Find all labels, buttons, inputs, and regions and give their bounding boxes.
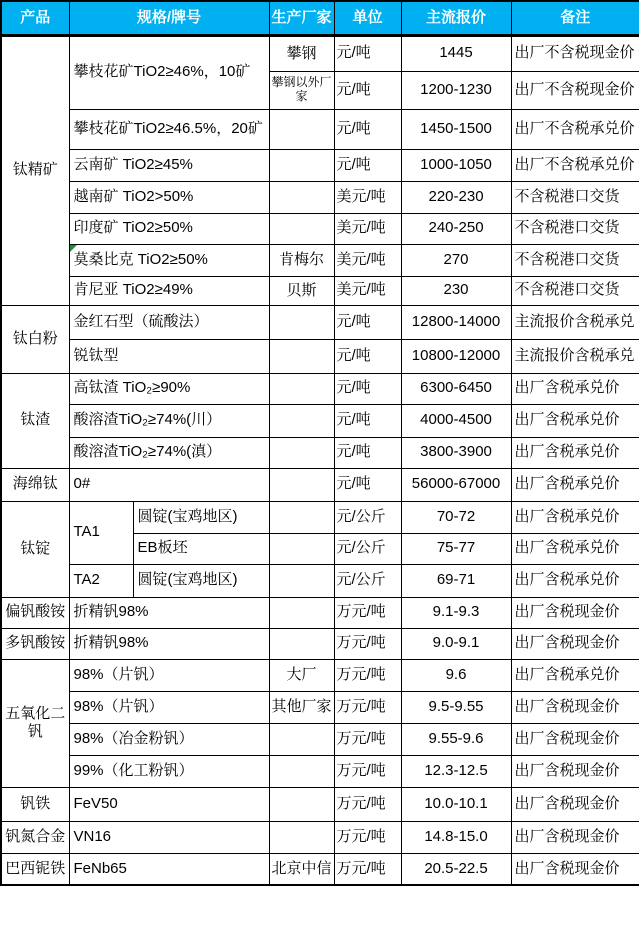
cell-unit: 万元/吨 [334,787,401,821]
cell-product: 钛渣 [1,373,69,468]
cell-price: 3800-3900 [401,437,511,468]
cell-product: 偏钒酸铵 [1,597,69,628]
cell-note: 出厂不含税承兑价 [511,109,639,149]
cell-maker: 肯梅尔 [269,244,334,276]
table-row [1,564,639,597]
cell-maker [269,181,334,213]
table-header-row [1,1,639,35]
column-header-unit: 单位 [334,1,401,35]
cell-spec: VN16 [69,821,269,853]
table-row [1,305,639,339]
cell-spec: 金红石型（硫酸法） [69,305,269,339]
table-row [1,244,639,276]
cell-price: 230 [401,276,511,305]
cell-note: 出厂含税现金价 [511,597,639,628]
cell-price: 240-250 [401,213,511,244]
cell-unit: 元/吨 [334,305,401,339]
cell-unit: 万元/吨 [334,691,401,723]
cell-spec: 肯尼亚 TiO2≥49% [69,276,269,305]
cell-unit: 万元/吨 [334,723,401,755]
cell-price: 1445 [401,35,511,71]
cell-price: 4000-4500 [401,404,511,437]
cell-note: 出厂含税承兑价 [511,404,639,437]
cell-note: 出厂含税承兑价 [511,533,639,564]
cell-unit: 元/吨 [334,35,401,71]
cell-spec: 高钛渣 TiO₂≥90% [69,373,269,404]
cell-price: 270 [401,244,511,276]
cell-price: 9.1-9.3 [401,597,511,628]
cell-note: 出厂含税现金价 [511,787,639,821]
cell-product: 钛锭 [1,501,69,597]
cell-unit: 元/吨 [334,373,401,404]
table-row [1,853,639,885]
cell-spec: 印度矿 TiO2≥50% [69,213,269,244]
cell-price: 56000-67000 [401,468,511,501]
cell-price: 6300-6450 [401,373,511,404]
cell-maker: 贝斯 [269,276,334,305]
cell-spec: 攀枝花矿TiO2≥46.5%，20矿 [69,109,269,149]
cell-spec: 98%（冶金粉钒） [69,723,269,755]
cell-unit: 美元/吨 [334,276,401,305]
cell-maker [269,787,334,821]
table-row [1,149,639,181]
cell-spec: 云南矿 TiO2≥45% [69,149,269,181]
column-header-maker: 生产厂家 [269,1,334,35]
cell-note: 出厂含税承兑价 [511,564,639,597]
table-row [1,501,639,533]
cell-product: 五氧化二钒 [1,659,69,787]
cell-note: 出厂含税现金价 [511,628,639,659]
cell-unit: 万元/吨 [334,628,401,659]
cell-product: 海绵钛 [1,468,69,501]
cell-unit: 元/吨 [334,71,401,109]
cell-spec: 98%（片钒） [69,659,269,691]
cell-maker: 北京中信 [269,853,334,885]
column-header-product: 产品 [1,1,69,35]
cell-spec: 折精钒98% [69,628,269,659]
table-row [1,659,639,691]
table-row [1,691,639,723]
cell-unit: 美元/吨 [334,181,401,213]
cell-price: 14.8-15.0 [401,821,511,853]
cell-price: 9.55-9.6 [401,723,511,755]
cell-maker: 攀钢 [269,35,334,71]
cell-spec: 越南矿 TiO2>50% [69,181,269,213]
cell-note: 出厂不含税现金价 [511,35,639,71]
cell-product: 钒氮合金 [1,821,69,853]
cell-spec: 莫桑比克 TiO2≥50% [69,244,269,276]
cell-maker [269,597,334,628]
cell-unit: 元/吨 [334,437,401,468]
cell-price: 20.5-22.5 [401,853,511,885]
cell-maker [269,755,334,787]
table-row [1,276,639,305]
cell-maker [269,305,334,339]
cell-price: 1200-1230 [401,71,511,109]
table-row [1,755,639,787]
table-row [1,373,639,404]
cell-maker [269,723,334,755]
table-body [1,35,639,885]
cell-note: 不含税港口交货 [511,181,639,213]
cell-speca: TA2 [69,564,133,597]
table-row [1,628,639,659]
cell-product: 钛精矿 [1,35,69,305]
cell-maker [269,404,334,437]
cell-unit: 美元/吨 [334,244,401,276]
cell-specb: 圆锭(宝鸡地区) [133,501,269,533]
cell-maker [269,437,334,468]
cell-spec: 锐钛型 [69,339,269,373]
cell-unit: 元/吨 [334,149,401,181]
cell-spec: 折精钒98% [69,597,269,628]
cell-note: 不含税港口交货 [511,213,639,244]
cell-note: 出厂不含税承兑价 [511,149,639,181]
column-header-price: 主流报价 [401,1,511,35]
cell-unit: 元/公斤 [334,501,401,533]
cell-maker [269,373,334,404]
cell-note: 出厂含税现金价 [511,821,639,853]
cell-note: 不含税港口交货 [511,276,639,305]
green-corner-flag-icon [70,245,77,252]
cell-price: 10800-12000 [401,339,511,373]
table-row [1,437,639,468]
cell-unit: 元/吨 [334,468,401,501]
cell-note: 出厂含税承兑价 [511,437,639,468]
cell-price: 69-71 [401,564,511,597]
cell-product: 钛白粉 [1,305,69,373]
table-row [1,468,639,501]
cell-unit: 万元/吨 [334,853,401,885]
column-header-spec: 规格/牌号 [69,1,269,35]
cell-note: 出厂含税承兑价 [511,468,639,501]
cell-price: 70-72 [401,501,511,533]
cell-maker [269,339,334,373]
table-row [1,723,639,755]
cell-price: 12.3-12.5 [401,755,511,787]
cell-unit: 万元/吨 [334,659,401,691]
cell-maker [269,533,334,564]
cell-price: 1000-1050 [401,149,511,181]
cell-unit: 万元/吨 [334,755,401,787]
cell-price: 12800-14000 [401,305,511,339]
cell-unit: 万元/吨 [334,597,401,628]
cell-note: 不含税港口交货 [511,244,639,276]
cell-note: 出厂含税现金价 [511,723,639,755]
cell-note: 出厂含税承兑价 [511,501,639,533]
cell-unit: 元/吨 [334,109,401,149]
cell-note: 出厂含税承兑价 [511,659,639,691]
cell-spec: 98%（片钒） [69,691,269,723]
cell-price: 9.0-9.1 [401,628,511,659]
cell-maker [269,821,334,853]
cell-maker [269,628,334,659]
table-row [1,787,639,821]
cell-unit: 美元/吨 [334,213,401,244]
cell-maker [269,564,334,597]
cell-spec: FeNb65 [69,853,269,885]
table-row [1,404,639,437]
cell-price: 1450-1500 [401,109,511,149]
cell-price: 75-77 [401,533,511,564]
cell-maker [269,468,334,501]
cell-price: 220-230 [401,181,511,213]
cell-note: 出厂含税现金价 [511,691,639,723]
column-header-note: 备注 [511,1,639,35]
table-row [1,821,639,853]
cell-spec: 0# [69,468,269,501]
cell-note: 出厂不含税现金价 [511,71,639,109]
cell-maker: 大厂 [269,659,334,691]
cell-maker: 攀钢以外厂家 [269,71,334,109]
cell-note: 出厂含税现金价 [511,755,639,787]
cell-maker [269,109,334,149]
cell-unit: 万元/吨 [334,821,401,853]
cell-spec: 酸溶渣TiO₂≥74%(滇） [69,437,269,468]
cell-maker [269,213,334,244]
cell-spec: FeV50 [69,787,269,821]
cell-note: 主流报价含税承兑 [511,339,639,373]
cell-spec: 酸溶渣TiO₂≥74%(川） [69,404,269,437]
cell-specb: 圆锭(宝鸡地区) [133,564,269,597]
table-row [1,213,639,244]
cell-product: 多钒酸铵 [1,628,69,659]
table-row [1,181,639,213]
cell-note: 出厂含税现金价 [511,853,639,885]
cell-maker [269,501,334,533]
cell-note: 出厂含税承兑价 [511,373,639,404]
cell-price: 10.0-10.1 [401,787,511,821]
cell-maker: 其他厂家 [269,691,334,723]
cell-speca: TA1 [69,501,133,564]
cell-price: 9.5-9.55 [401,691,511,723]
cell-product: 钒铁 [1,787,69,821]
cell-spec: 攀枝花矿TiO2≥46%，10矿 [69,35,269,109]
table-row [1,339,639,373]
cell-price: 9.6 [401,659,511,691]
cell-unit: 元/公斤 [334,533,401,564]
cell-product: 巴西铌铁 [1,853,69,885]
table-row [1,597,639,628]
table-row [1,109,639,149]
cell-unit: 元/吨 [334,339,401,373]
cell-unit: 元/吨 [334,404,401,437]
cell-spec: 99%（化工粉钒） [69,755,269,787]
table-row [1,35,639,71]
cell-maker [269,149,334,181]
cell-unit: 元/公斤 [334,564,401,597]
cell-note: 主流报价含税承兑 [511,305,639,339]
cell-specb: EB板坯 [133,533,269,564]
